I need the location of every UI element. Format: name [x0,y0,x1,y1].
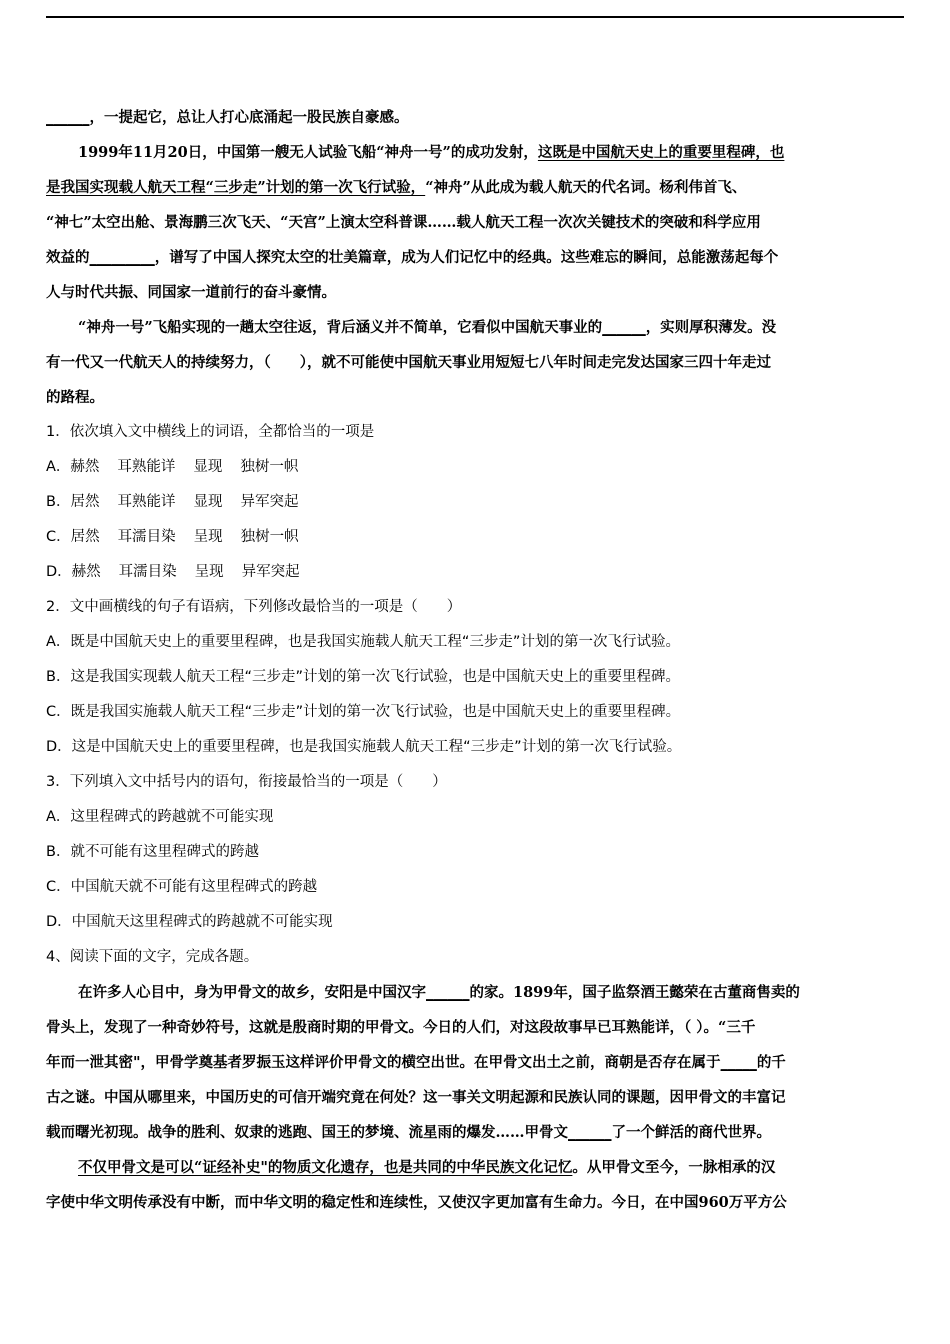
option-a: A．这里程碑式的跨越就不可能实现 [46,809,274,825]
option-d: D．赫然 耳濡目染 呈现 异军突起 [46,564,300,580]
underlined-sentence: 这既是中国航天史上的重要里程碑，也 [537,144,785,161]
fill-blank: ______ [426,984,470,1001]
underlined-sentence: 不仅甲骨文是可以“证经补史"的物质文化遗存，也是共同的中华民族文化记忆 [78,1159,573,1176]
header-rule [46,16,904,18]
option-b: B．这是我国实现载人航天工程“三步走”计划的第一次飞行试验，也是中国航天史上的重要里程碑。 [46,669,680,685]
option-b: B．就不可能有这里程碑式的跨越 [46,844,259,860]
passage-line: 是我国实现载人航天工程“三步走”计划的第一次飞行试验，“神舟”从此成为载人航天的代名词。杨利伟首飞、 [46,179,747,196]
question-stem: 3．下列填入文中括号内的语句，衔接最恰当的一项是（ ） [46,774,447,790]
fill-blank: ______ [46,109,90,126]
passage-line: ______，一提起它，总让人打心底涌起一股民族自豪感。 [46,109,409,126]
option-d: D．中国航天这里程碑式的跨越就不可能实现 [46,914,333,930]
passage-line: 在许多人心目中，身为甲骨文的故乡，安阳是中国汉字______的家。1899年，国子监祭酒王懿荣在古董商售卖的 [78,984,800,1001]
passage-line: 有一代又一代航天人的持续努力，（ ），就不可能使中国航天事业用短短七八年时间走完发达国家三四十年走过 [46,354,771,371]
passage-line: 载而曙光初现。战争的胜利、奴隶的逃跑、国王的梦境、流星雨的爆发……甲骨文______了一个鲜活的商代世界。 [46,1124,771,1141]
underlined-sentence: 是我国实现载人航天工程“三步走”计划的第一次飞行试验， [46,179,426,196]
passage-line: 人与时代共振、同国家一道前行的奋斗豪情。 [46,284,336,301]
passage-line: 古之谜。中国从哪里来，中国历史的可信开端究竟在何处？这一事关文明起源和民族认同的课题，因甲骨文的丰富记 [46,1089,786,1106]
passage-line: 的路程。 [46,389,104,406]
fill-blank: ______ [568,1124,612,1141]
passage-line: 年而一泄其密"，甲骨学奠基者罗振玉这样评价甲骨文的横空出世。在甲骨文出土之前，商朝是否存在属于_____的千 [46,1054,786,1071]
option-a: A．赫然 耳熟能详 显现 独树一帜 [46,459,299,475]
option-c: C．居然 耳濡目染 呈现 独树一帜 [46,529,299,545]
question-stem: 4、阅读下面的文字，完成各题。 [46,949,259,965]
passage-line: “神七”太空出舱、景海鹏三次飞天、“天宫”上演太空科普课……载人航天工程一次次关键技术的突破和科学应用 [46,214,761,231]
fill-blank: _____ [720,1054,757,1071]
option-d: D．这是中国航天史上的重要里程碑，也是我国实施载人航天工程“三步走”计划的第一次飞行试验。 [46,739,682,755]
passage-line: “神舟一号”飞船实现的一趟太空往返，背后涵义并不简单，它看似中国航天事业的______，实则厚积薄发。没 [78,319,777,336]
passage-line: 字使中华文明传承没有中断，而中华文明的稳定性和连续性，又使汉字更加富有生命力。今日，在中国960万平方公 [46,1194,787,1211]
fill-blank: ______ [602,319,646,336]
passage-line: 效益的_________，谱写了中国人探究太空的壮美篇章，成为人们记忆中的经典。这些难忘的瞬间，总能激荡起每个 [46,249,779,266]
passage-line: 骨头上，发现了一种奇妙符号，这就是殷商时期的甲骨文。今日的人们，对这段故事早已耳熟能详，（ ）。“三千 [46,1019,756,1036]
passage-line: 1999年11月20日，中国第一艘无人试验飞船“神舟一号”的成功发射，这既是中国航天史上的重要里程碑，也 [78,144,785,161]
option-b: B．居然 耳熟能详 显现 异军突起 [46,494,299,510]
question-stem: 2．文中画横线的句子有语病，下列修改最恰当的一项是（ ） [46,599,462,615]
option-a: A．既是中国航天史上的重要里程碑，也是我国实施载人航天工程“三步走”计划的第一次飞行试验。 [46,634,680,650]
passage-line: 不仅甲骨文是可以“证经补史"的物质文化遗存，也是共同的中华民族文化记忆。从甲骨文至今，一脉相承的汉 [78,1159,776,1176]
option-c: C．中国航天就不可能有这里程碑式的跨越 [46,879,318,895]
exam-document [46,100,902,1220]
option-c: C．既是我国实施载人航天工程“三步走”计划的第一次飞行试验，也是中国航天史上的重要里程碑。 [46,704,681,720]
fill-blank: _________ [89,249,155,266]
question-stem: 1．依次填入文中横线上的词语，全都恰当的一项是 [46,424,375,440]
